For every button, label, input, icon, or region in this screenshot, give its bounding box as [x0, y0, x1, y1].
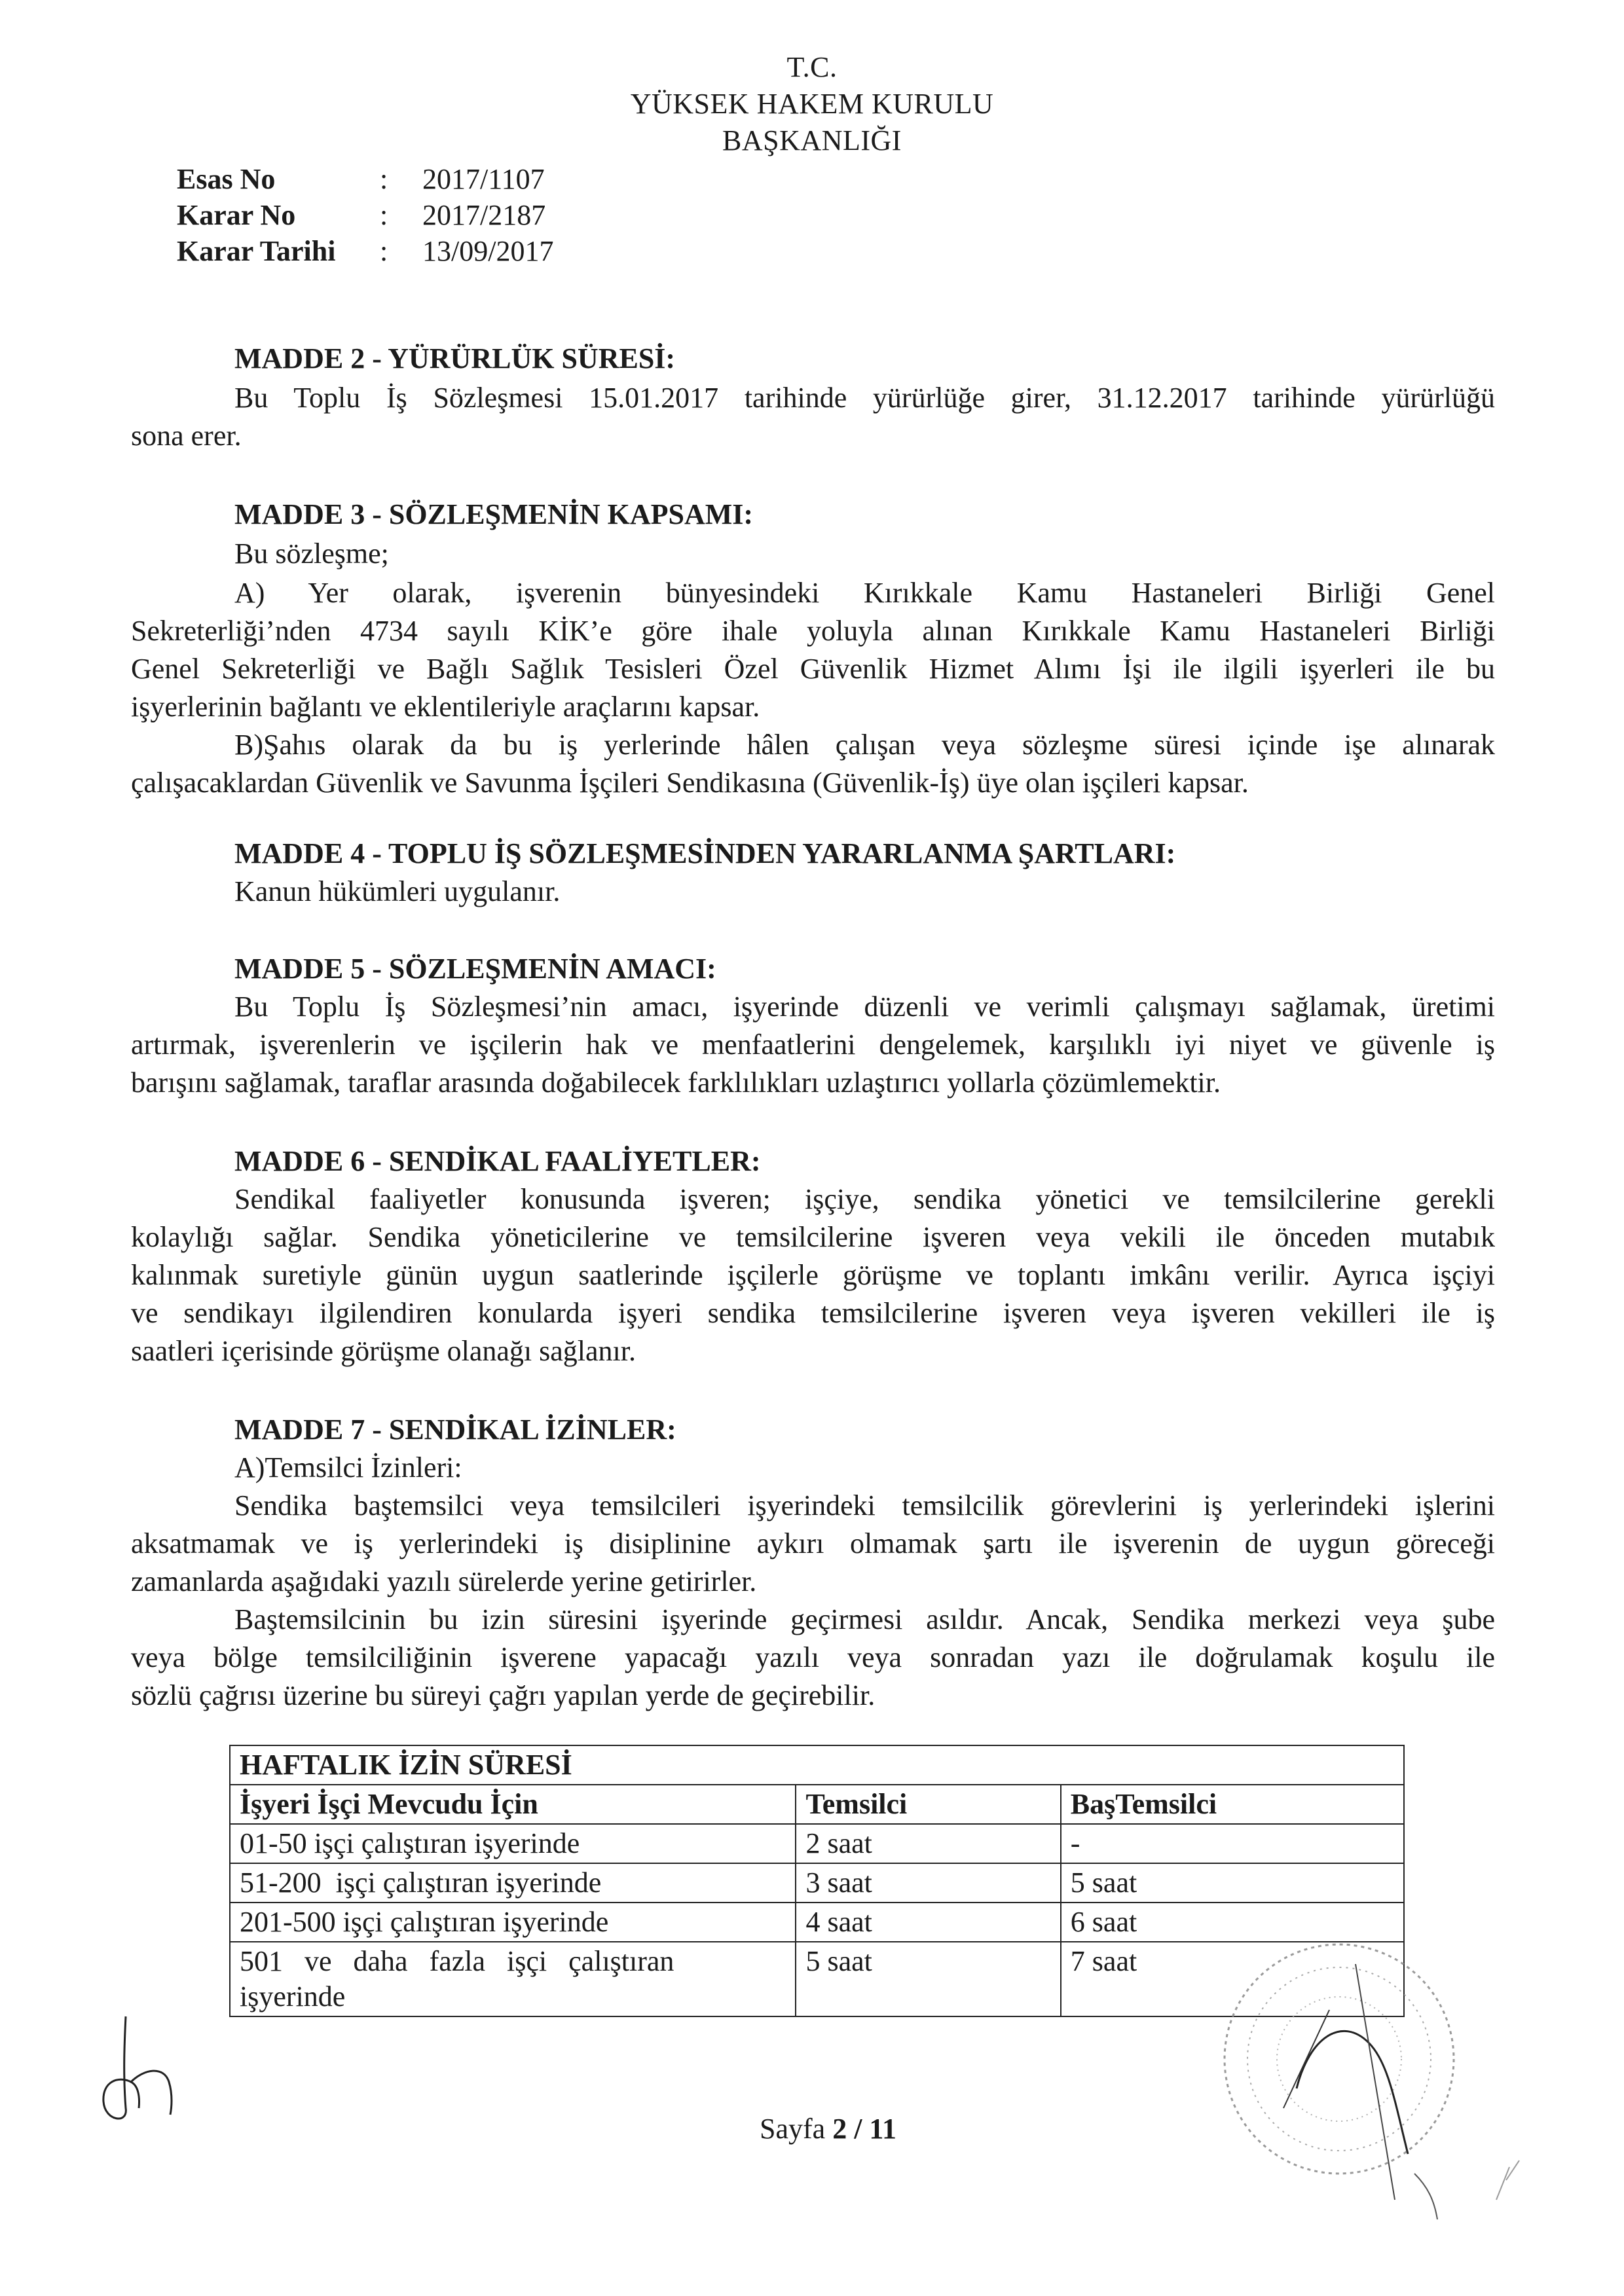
header-institution: YÜKSEK HAKEM KURULU [630, 88, 994, 120]
article-5-line: barışını sağlamak, taraflar arasında doğabilecek farklılıkları uzlaştırıcı yollarla çözümlemektir. [131, 1066, 1221, 1099]
page-label: Sayfa [760, 2113, 826, 2145]
column-header: Temsilci [796, 1785, 1060, 1824]
table-cell: - [1061, 1824, 1404, 1863]
table-cell: 5 saat [1061, 1863, 1404, 1903]
article-6-line: saatleri içerisinde görüşme olanağı sağlanır. [131, 1335, 636, 1367]
article-7-line: veya bölge temsilciliğinin işverene yapacağı yazılı veya sonradan yazı ile doğrulamak koşulu ile [131, 1641, 1495, 1673]
article-7-line: sözlü çağrısı üzerine bu süreyi çağrı yapılan yerde de geçirebilir. [131, 1679, 876, 1711]
article-4-title: MADDE 4 - TOPLU İŞ SÖZLEŞMESİNDEN YARARLANMA ŞARTLARI: [234, 837, 1176, 869]
table-cell: 01-50 işçi çalıştıran işyerinde [230, 1824, 796, 1863]
article-6-title: MADDE 6 - SENDİKAL FAALİYETLER: [234, 1145, 761, 1177]
article-2-line: Bu Toplu İş Sözleşmesi 15.01.2017 tarihinde yürürlüğe girer, 31.12.2017 tarihinde yürürlüğü [234, 382, 1495, 414]
meta-value: 13/09/2017 [422, 235, 554, 267]
article-3-title: MADDE 3 - SÖZLEŞMENİN KAPSAMI: [234, 498, 754, 530]
article-7-title: MADDE 7 - SENDİKAL İZİNLER: [234, 1413, 676, 1446]
article-6-line: Sendikal faaliyetler konusunda işveren; işçiye, sendika yönetici ve temsilcilerine gerekli [234, 1183, 1495, 1215]
table-cell: 7 saat [1061, 1942, 1404, 2016]
table-row [230, 1824, 1404, 1863]
table-cell-line: 501 ve daha fazla işçi çalıştıran [240, 1945, 674, 1977]
margin-mark [1490, 2154, 1529, 2206]
article-7-line: Baştemsilcinin bu izin süresini işyerinde geçirmesi asıldır. Ancak, Sendika merkezi veya şube [234, 1603, 1495, 1635]
table-cell: 51-200 işçi çalıştıran işyerinde [230, 1863, 796, 1903]
article-2-title: MADDE 2 - YÜRÜRLÜK SÜRESİ: [234, 342, 676, 374]
table-cell: 2 saat [796, 1824, 1060, 1863]
table-title-row [230, 1745, 1404, 1785]
table-cell: 6 saat [1061, 1903, 1404, 1942]
article-6-line: kolaylığı sağlar. Sendika yöneticilerine ve temsilcilerine işveren veya vekili ile önceden mutabık [131, 1221, 1495, 1253]
meta-colon: : [380, 235, 388, 267]
article-7-line: A)Temsilci İzinleri: [234, 1451, 462, 1484]
table-row [230, 1863, 1404, 1903]
table-cell-multiline [230, 1942, 796, 2016]
table-cell: 201-500 işçi çalıştıran işyerinde [230, 1903, 796, 1942]
meta-label: Karar No [177, 199, 296, 231]
meta-value: 2017/1107 [422, 163, 545, 195]
article-3-line: çalışacaklardan Güvenlik ve Savunma İşçileri Sendikasına (Güvenlik-İş) üye olan işçileri kapsar. [131, 767, 1249, 799]
meta-colon: : [380, 199, 388, 231]
article-3-line: işyerlerinin bağlantı ve eklentileriyle araçlarını kapsar. [131, 691, 760, 723]
table-row [230, 1903, 1404, 1942]
article-7-line: aksatmamak ve iş yerlerindeki iş disiplinine aykırı olmamak şartı ile işverenin de uygun göreceği [131, 1527, 1495, 1559]
article-5-line: artırmak, işverenlerin ve işçilerin hak ve menfaatlerini dengelemek, karşılıklı iyi niyet ve güvenle iş [131, 1029, 1495, 1061]
official-seal-stamp [1198, 1938, 1506, 2226]
article-3-line: Sekreterliği’nden 4734 sayılı KİK’e göre ihale yoluyla alınan Kırıkkale Kamu Hastaneleri Birliği [131, 615, 1495, 647]
meta-colon: : [380, 163, 388, 195]
meta-label: Karar Tarihi [177, 235, 336, 267]
meta-value: 2017/2187 [422, 199, 546, 231]
column-header: BaşTemsilci [1061, 1785, 1404, 1824]
article-3-line: B)Şahıs olarak da bu iş yerlerinde hâlen çalışan veya sözleşme süresi içinde işe alınarak [234, 729, 1495, 761]
header-presidency: BAŞKANLIĞI [722, 124, 902, 156]
article-3-line: Genel Sekreterliği ve Bağlı Sağlık Tesisleri Özel Güvenlik Hizmet Alımı İşi ile ilgili işyerleri ile bu [131, 653, 1495, 685]
meta-label: Esas No [177, 163, 276, 195]
article-6-line: ve sendikayı ilgilendiren konularda işyeri sendika temsilcilerine işveren veya işveren vekilleri ile iş [131, 1297, 1495, 1329]
table-title: HAFTALIK İZİN SÜRESİ [230, 1745, 1404, 1785]
article-2-line: sona erer. [131, 420, 242, 452]
table-cell: 3 saat [796, 1863, 1060, 1903]
table-header-row [230, 1785, 1404, 1824]
signature [92, 2003, 203, 2128]
article-7-line: zamanlarda aşağıdaki yazılı sürelerde yerine getirirler. [131, 1565, 757, 1597]
column-header: İşyeri İşçi Mevcudu İçin [230, 1785, 796, 1824]
table-cell: 4 saat [796, 1903, 1060, 1942]
article-5-title: MADDE 5 - SÖZLEŞMENİN AMACI: [234, 953, 716, 985]
table-cell-line: işyerinde [240, 1980, 346, 2013]
article-3-line: A) Yer olarak, işverenin bünyesindeki Kırıkkale Kamu Hastaneleri Birliği Genel [234, 577, 1495, 609]
article-5-line: Bu Toplu İş Sözleşmesi’nin amacı, işyerinde düzenli ve verimli çalışmayı sağlamak, üretimi [234, 991, 1495, 1023]
article-7-line: Sendika baştemsilci veya temsilcileri işyerindeki temsilcilik görevlerini iş yerlerindeki işlerini [234, 1489, 1495, 1522]
page-number [760, 2112, 896, 2145]
page-count: 2 / 11 [832, 2113, 896, 2145]
article-4-line: Kanun hükümleri uygulanır. [234, 875, 561, 907]
article-3-line: Bu sözleşme; [234, 538, 389, 570]
header-tc: T.C. [786, 51, 838, 83]
table-cell: 5 saat [796, 1942, 1060, 2016]
article-6-line: kalınmak suretiyle günün uygun saatlerinde işçilerle görüşme ve toplantı imkânı verilir. Ayrıca işçiyi [131, 1259, 1495, 1291]
